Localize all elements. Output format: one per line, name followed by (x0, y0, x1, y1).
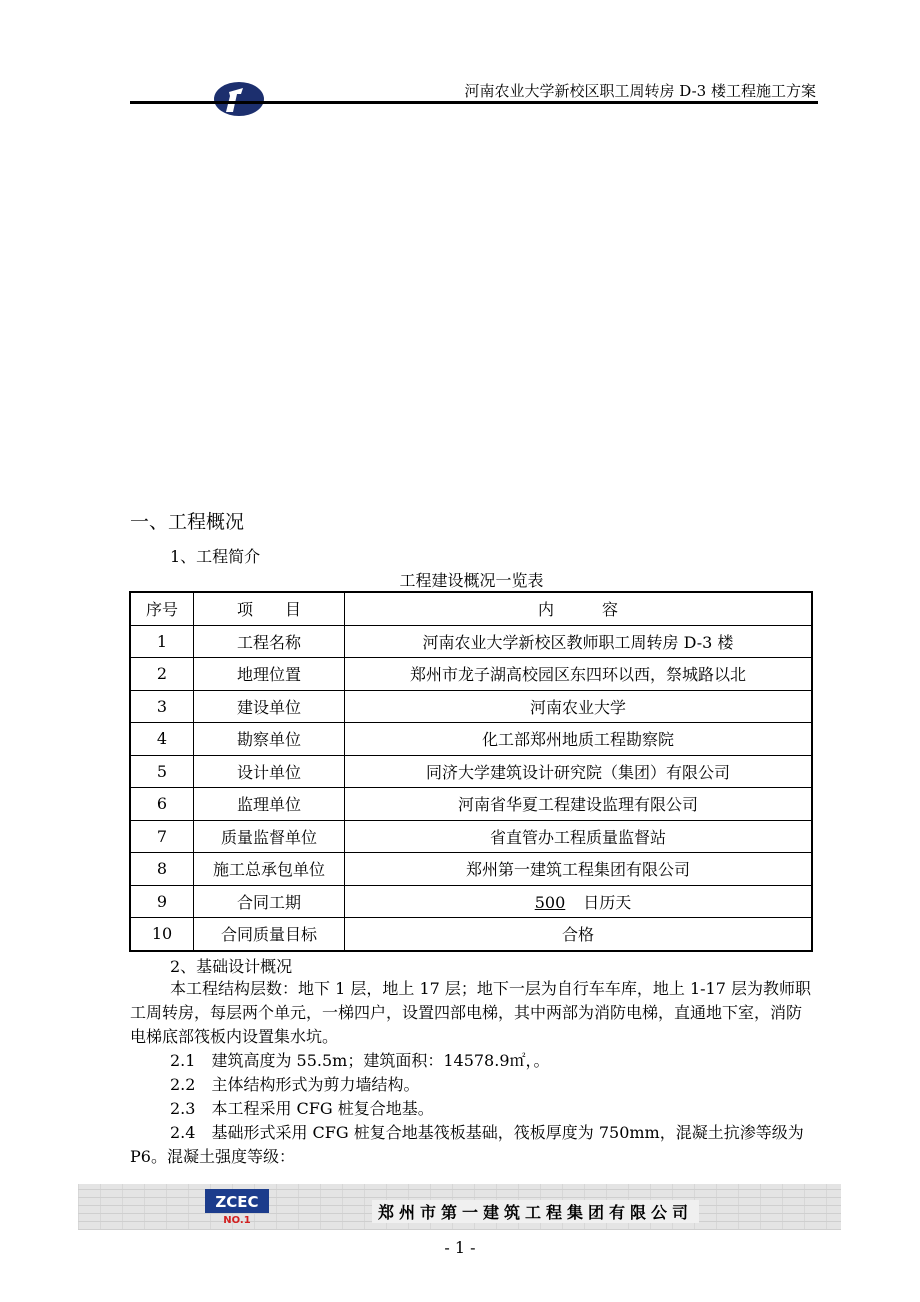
table-caption: 工程建设概况一览表 (399, 571, 544, 590)
row-item: 工程名称 (194, 625, 345, 658)
logo-text: ZCEC (215, 1193, 259, 1211)
row-item: 设计单位 (194, 755, 345, 788)
table-row (130, 885, 812, 918)
row-item: 建设单位 (194, 690, 345, 723)
company-logo-icon (213, 80, 265, 118)
logo-sub-text: NO.1 (223, 1215, 251, 1225)
row-content: 化工部郑州地质工程勘察院 (345, 723, 813, 756)
header-content: 内 容 (345, 592, 813, 625)
row-no: 5 (130, 755, 194, 788)
paragraph-2-4: 2.4 基础形式采用 CFG 桩复合地基筏板基础，筏板厚度为 750mm，混凝土抗渗等级为 P6。混凝土强度等级： (130, 1123, 804, 1166)
row-content: 郑州第一建筑工程集团有限公司 (345, 853, 813, 886)
row-item: 合同工期 (194, 885, 345, 918)
row-no: 8 (130, 853, 194, 886)
header-item: 项 目 (194, 592, 345, 625)
row-item: 质量监督单位 (194, 820, 345, 853)
project-overview-table (129, 591, 813, 952)
table-row (130, 690, 812, 723)
row-no: 6 (130, 788, 194, 821)
header-rule (130, 101, 818, 104)
table-row (130, 658, 812, 691)
header-no: 序号 (130, 592, 194, 625)
table-row (130, 788, 812, 821)
row-content: 郑州市龙子湖高校园区东四环以西，祭城路以北 (345, 658, 813, 691)
contract-period-unit: 日历天 (583, 892, 632, 912)
row-content (345, 885, 813, 918)
section-title: 一、工程概况 (130, 511, 245, 533)
row-content: 河南农业大学新校区教师职工周转房 D-3 楼 (345, 625, 813, 658)
row-item: 合同质量目标 (194, 918, 345, 951)
row-content: 省直管办工程质量监督站 (345, 820, 813, 853)
row-no: 10 (130, 918, 194, 951)
row-content: 河南农业大学 (345, 690, 813, 723)
row-item: 施工总承包单位 (194, 853, 345, 886)
table-row (130, 625, 812, 658)
page-number: - 1 - (444, 1238, 476, 1257)
row-no: 2 (130, 658, 194, 691)
row-item: 地理位置 (194, 658, 345, 691)
table-row (130, 755, 812, 788)
foundation-intro: 本工程结构层数：地下 1 层，地上 17 层；地下一层为自行车车库，地上 1-17 层为教师职工周转房，每层两个单元，一梯四户，设置四部电梯，其中两部为消防电梯，直通地下室，消防电梯底部筏板内设置集水坑。 (130, 979, 812, 1046)
contract-period-value: 500 (534, 892, 566, 912)
row-content: 河南省华夏工程建设监理有限公司 (345, 788, 813, 821)
row-content: 合格 (345, 918, 813, 951)
table-row (130, 918, 812, 951)
foundation-body (130, 977, 814, 1169)
zcec-logo-icon (205, 1189, 269, 1225)
document-header-title: 河南农业大学新校区职工周转房 D-3 楼工程施工方案 (464, 82, 816, 100)
table-row (130, 820, 812, 853)
paragraph-2-3: 2.3 本工程采用 CFG 桩复合地基。 (170, 1099, 434, 1118)
row-content: 同济大学建筑设计研究院（集团）有限公司 (345, 755, 813, 788)
foundation-heading: 2、基础设计概况 (170, 957, 293, 976)
row-no: 9 (130, 885, 194, 918)
row-no: 3 (130, 690, 194, 723)
row-no: 7 (130, 820, 194, 853)
footer-company-name: 郑州市第一建筑工程集团有限公司 (372, 1200, 699, 1223)
paragraph-2-2: 2.2 主体结构形式为剪力墙结构。 (170, 1075, 420, 1094)
table-row (130, 853, 812, 886)
subsection-title: 1、工程简介 (170, 547, 261, 566)
table-row (130, 723, 812, 756)
paragraph-2-1: 2.1 建筑高度为 55.5m；建筑面积：14578.9㎡，。 (170, 1051, 550, 1070)
row-no: 4 (130, 723, 194, 756)
table-header-row (130, 592, 812, 625)
row-item: 监理单位 (194, 788, 345, 821)
row-no: 1 (130, 625, 194, 658)
row-item: 勘察单位 (194, 723, 345, 756)
